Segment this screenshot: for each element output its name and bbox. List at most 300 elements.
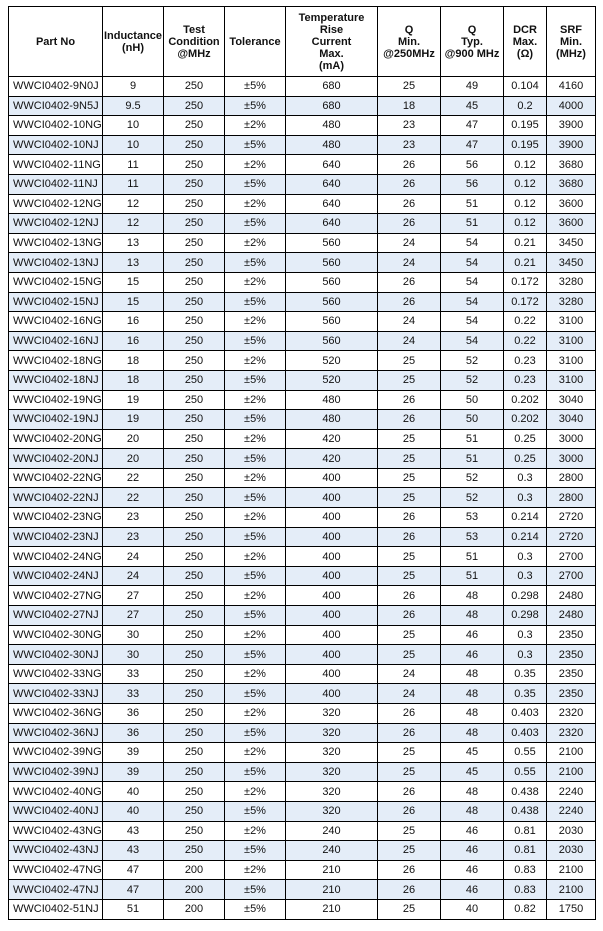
cell-test-condition: 250 bbox=[164, 782, 225, 802]
cell-temp-rise-current: 640 bbox=[286, 155, 378, 175]
cell-temp-rise-current: 480 bbox=[286, 390, 378, 410]
cell-test-condition: 250 bbox=[164, 664, 225, 684]
cell-q-min: 25 bbox=[378, 821, 441, 841]
cell-temp-rise-current: 210 bbox=[286, 880, 378, 900]
cell-inductance: 24 bbox=[103, 566, 164, 586]
table-row bbox=[9, 429, 596, 449]
cell-part-no: WWCI0402-23NG bbox=[9, 508, 103, 528]
cell-q-typ: 52 bbox=[441, 488, 504, 508]
cell-q-typ: 45 bbox=[441, 762, 504, 782]
cell-part-no: WWCI0402-19NG bbox=[9, 390, 103, 410]
cell-q-min: 24 bbox=[378, 684, 441, 704]
cell-inductance: 47 bbox=[103, 880, 164, 900]
cell-inductance: 43 bbox=[103, 841, 164, 861]
cell-q-typ: 51 bbox=[441, 429, 504, 449]
cell-srf-min: 2350 bbox=[547, 684, 596, 704]
cell-q-typ: 46 bbox=[441, 880, 504, 900]
header-line: Q bbox=[404, 23, 414, 36]
header-line: Typ. bbox=[461, 35, 483, 48]
cell-test-condition: 250 bbox=[164, 762, 225, 782]
cell-q-typ: 54 bbox=[441, 272, 504, 292]
header-line: Current bbox=[311, 35, 352, 48]
cell-q-typ: 48 bbox=[441, 782, 504, 802]
cell-temp-rise-current: 320 bbox=[286, 762, 378, 782]
cell-part-no: WWCI0402-18NG bbox=[9, 351, 103, 371]
cell-q-typ: 48 bbox=[441, 606, 504, 626]
cell-q-typ: 48 bbox=[441, 586, 504, 606]
header-line: @MHz bbox=[177, 47, 211, 60]
cell-part-no: WWCI0402-9N0J bbox=[9, 77, 103, 97]
cell-dcr-max: 0.3 bbox=[504, 488, 547, 508]
header-line: Min. bbox=[398, 35, 420, 48]
cell-q-typ: 54 bbox=[441, 253, 504, 273]
cell-q-typ: 54 bbox=[441, 233, 504, 253]
cell-dcr-max: 0.22 bbox=[504, 312, 547, 332]
cell-temp-rise-current: 400 bbox=[286, 625, 378, 645]
table-row bbox=[9, 410, 596, 430]
cell-test-condition: 250 bbox=[164, 292, 225, 312]
header-line: Inductance bbox=[103, 29, 163, 42]
cell-q-min: 26 bbox=[378, 174, 441, 194]
header-line: Test bbox=[183, 23, 205, 36]
cell-srf-min: 2240 bbox=[547, 801, 596, 821]
cell-test-condition: 250 bbox=[164, 508, 225, 528]
cell-inductance: 27 bbox=[103, 586, 164, 606]
header-line: (mA) bbox=[318, 59, 345, 72]
cell-part-no: WWCI0402-33NJ bbox=[9, 684, 103, 704]
cell-srf-min: 3280 bbox=[547, 292, 596, 312]
cell-part-no: WWCI0402-47NJ bbox=[9, 880, 103, 900]
cell-test-condition: 200 bbox=[164, 880, 225, 900]
cell-q-min: 26 bbox=[378, 292, 441, 312]
cell-test-condition: 250 bbox=[164, 468, 225, 488]
header-line: Condition bbox=[168, 35, 220, 48]
cell-srf-min: 2350 bbox=[547, 625, 596, 645]
cell-q-min: 26 bbox=[378, 155, 441, 175]
cell-test-condition: 250 bbox=[164, 174, 225, 194]
cell-tolerance: ±5% bbox=[225, 527, 286, 547]
header-q-typ bbox=[441, 7, 504, 77]
cell-q-typ: 47 bbox=[441, 116, 504, 136]
cell-q-min: 26 bbox=[378, 214, 441, 234]
cell-test-condition: 250 bbox=[164, 116, 225, 136]
cell-part-no: WWCI0402-39NG bbox=[9, 743, 103, 763]
cell-srf-min: 2800 bbox=[547, 488, 596, 508]
cell-temp-rise-current: 320 bbox=[286, 801, 378, 821]
cell-inductance: 19 bbox=[103, 390, 164, 410]
cell-test-condition: 250 bbox=[164, 645, 225, 665]
cell-srf-min: 3100 bbox=[547, 370, 596, 390]
cell-inductance: 39 bbox=[103, 762, 164, 782]
table-body bbox=[9, 77, 596, 920]
cell-part-no: WWCI0402-13NJ bbox=[9, 253, 103, 273]
table-row bbox=[9, 174, 596, 194]
cell-dcr-max: 0.83 bbox=[504, 880, 547, 900]
cell-part-no: WWCI0402-43NG bbox=[9, 821, 103, 841]
cell-temp-rise-current: 400 bbox=[286, 684, 378, 704]
cell-dcr-max: 0.83 bbox=[504, 860, 547, 880]
cell-test-condition: 250 bbox=[164, 370, 225, 390]
cell-test-condition: 250 bbox=[164, 449, 225, 469]
cell-tolerance: ±5% bbox=[225, 880, 286, 900]
cell-test-condition: 250 bbox=[164, 625, 225, 645]
cell-q-min: 24 bbox=[378, 331, 441, 351]
cell-inductance: 18 bbox=[103, 370, 164, 390]
cell-temp-rise-current: 560 bbox=[286, 312, 378, 332]
cell-srf-min: 3040 bbox=[547, 390, 596, 410]
cell-temp-rise-current: 420 bbox=[286, 449, 378, 469]
cell-q-typ: 54 bbox=[441, 312, 504, 332]
cell-inductance: 12 bbox=[103, 214, 164, 234]
cell-dcr-max: 0.298 bbox=[504, 586, 547, 606]
table-row bbox=[9, 723, 596, 743]
table-row bbox=[9, 312, 596, 332]
cell-inductance: 11 bbox=[103, 155, 164, 175]
cell-temp-rise-current: 320 bbox=[286, 743, 378, 763]
cell-test-condition: 250 bbox=[164, 214, 225, 234]
cell-dcr-max: 0.3 bbox=[504, 547, 547, 567]
cell-tolerance: ±2% bbox=[225, 586, 286, 606]
table-row bbox=[9, 135, 596, 155]
cell-srf-min: 2030 bbox=[547, 821, 596, 841]
cell-dcr-max: 0.25 bbox=[504, 429, 547, 449]
cell-tolerance: ±5% bbox=[225, 645, 286, 665]
cell-q-typ: 53 bbox=[441, 527, 504, 547]
cell-dcr-max: 0.21 bbox=[504, 233, 547, 253]
cell-srf-min: 2030 bbox=[547, 841, 596, 861]
cell-srf-min: 2480 bbox=[547, 606, 596, 626]
cell-part-no: WWCI0402-23NJ bbox=[9, 527, 103, 547]
cell-temp-rise-current: 400 bbox=[286, 527, 378, 547]
header-line: (nH) bbox=[122, 41, 144, 54]
cell-srf-min: 3100 bbox=[547, 312, 596, 332]
cell-q-min: 26 bbox=[378, 723, 441, 743]
cell-q-typ: 52 bbox=[441, 370, 504, 390]
cell-dcr-max: 0.195 bbox=[504, 135, 547, 155]
cell-inductance: 13 bbox=[103, 233, 164, 253]
cell-tolerance: ±2% bbox=[225, 194, 286, 214]
header-line: (Ω) bbox=[516, 47, 534, 60]
cell-part-no: WWCI0402-15NJ bbox=[9, 292, 103, 312]
cell-dcr-max: 0.55 bbox=[504, 762, 547, 782]
cell-srf-min: 3000 bbox=[547, 449, 596, 469]
cell-temp-rise-current: 420 bbox=[286, 429, 378, 449]
cell-temp-rise-current: 400 bbox=[286, 468, 378, 488]
cell-dcr-max: 0.23 bbox=[504, 370, 547, 390]
cell-srf-min: 2100 bbox=[547, 880, 596, 900]
cell-part-no: WWCI0402-47NG bbox=[9, 860, 103, 880]
cell-srf-min: 2350 bbox=[547, 645, 596, 665]
header-temp-rise-current bbox=[286, 7, 378, 77]
table-row bbox=[9, 782, 596, 802]
cell-part-no: WWCI0402-40NJ bbox=[9, 801, 103, 821]
cell-temp-rise-current: 400 bbox=[286, 664, 378, 684]
cell-part-no: WWCI0402-22NJ bbox=[9, 488, 103, 508]
cell-tolerance: ±5% bbox=[225, 292, 286, 312]
cell-inductance: 24 bbox=[103, 547, 164, 567]
header-inductance bbox=[103, 7, 164, 77]
table-row bbox=[9, 527, 596, 547]
cell-tolerance: ±2% bbox=[225, 664, 286, 684]
cell-test-condition: 250 bbox=[164, 135, 225, 155]
cell-q-min: 26 bbox=[378, 410, 441, 430]
cell-srf-min: 3680 bbox=[547, 174, 596, 194]
cell-inductance: 13 bbox=[103, 253, 164, 273]
cell-tolerance: ±2% bbox=[225, 312, 286, 332]
header-line: Q bbox=[467, 23, 477, 36]
table-row bbox=[9, 821, 596, 841]
cell-q-min: 26 bbox=[378, 704, 441, 724]
header-srf-min bbox=[547, 7, 596, 77]
header-line: DCR bbox=[513, 23, 537, 36]
cell-inductance: 30 bbox=[103, 645, 164, 665]
cell-inductance: 39 bbox=[103, 743, 164, 763]
cell-dcr-max: 0.22 bbox=[504, 331, 547, 351]
cell-test-condition: 250 bbox=[164, 351, 225, 371]
spec-table bbox=[8, 6, 596, 920]
cell-q-typ: 48 bbox=[441, 801, 504, 821]
cell-q-typ: 54 bbox=[441, 331, 504, 351]
cell-dcr-max: 0.23 bbox=[504, 351, 547, 371]
cell-srf-min: 2700 bbox=[547, 547, 596, 567]
cell-tolerance: ±5% bbox=[225, 77, 286, 97]
cell-test-condition: 250 bbox=[164, 253, 225, 273]
header-row bbox=[9, 7, 596, 77]
cell-q-min: 25 bbox=[378, 468, 441, 488]
cell-q-typ: 48 bbox=[441, 704, 504, 724]
cell-srf-min: 2100 bbox=[547, 860, 596, 880]
cell-inductance: 30 bbox=[103, 625, 164, 645]
cell-temp-rise-current: 520 bbox=[286, 370, 378, 390]
cell-q-typ: 50 bbox=[441, 390, 504, 410]
cell-inductance: 9.5 bbox=[103, 96, 164, 116]
table-row bbox=[9, 586, 596, 606]
cell-part-no: WWCI0402-51NJ bbox=[9, 899, 103, 919]
cell-temp-rise-current: 240 bbox=[286, 821, 378, 841]
cell-part-no: WWCI0402-20NJ bbox=[9, 449, 103, 469]
table-row bbox=[9, 566, 596, 586]
cell-tolerance: ±5% bbox=[225, 566, 286, 586]
cell-tolerance: ±5% bbox=[225, 135, 286, 155]
cell-q-typ: 51 bbox=[441, 547, 504, 567]
cell-dcr-max: 0.172 bbox=[504, 272, 547, 292]
cell-dcr-max: 0.35 bbox=[504, 684, 547, 704]
cell-test-condition: 250 bbox=[164, 233, 225, 253]
cell-srf-min: 3600 bbox=[547, 194, 596, 214]
cell-inductance: 16 bbox=[103, 331, 164, 351]
cell-srf-min: 4160 bbox=[547, 77, 596, 97]
cell-tolerance: ±2% bbox=[225, 468, 286, 488]
table-row bbox=[9, 606, 596, 626]
cell-tolerance: ±5% bbox=[225, 762, 286, 782]
cell-temp-rise-current: 560 bbox=[286, 292, 378, 312]
cell-q-min: 26 bbox=[378, 801, 441, 821]
table-row bbox=[9, 899, 596, 919]
cell-temp-rise-current: 320 bbox=[286, 704, 378, 724]
cell-srf-min: 3100 bbox=[547, 351, 596, 371]
cell-tolerance: ±5% bbox=[225, 488, 286, 508]
cell-tolerance: ±2% bbox=[225, 743, 286, 763]
table-row bbox=[9, 743, 596, 763]
cell-part-no: WWCI0402-22NG bbox=[9, 468, 103, 488]
cell-part-no: WWCI0402-30NJ bbox=[9, 645, 103, 665]
header-line: Tolerance bbox=[229, 35, 281, 48]
cell-part-no: WWCI0402-12NJ bbox=[9, 214, 103, 234]
cell-q-min: 25 bbox=[378, 488, 441, 508]
cell-part-no: WWCI0402-33NG bbox=[9, 664, 103, 684]
cell-q-typ: 48 bbox=[441, 684, 504, 704]
cell-inductance: 40 bbox=[103, 782, 164, 802]
header-tolerance bbox=[225, 7, 286, 77]
table-row bbox=[9, 488, 596, 508]
cell-part-no: WWCI0402-43NJ bbox=[9, 841, 103, 861]
cell-temp-rise-current: 400 bbox=[286, 606, 378, 626]
cell-q-typ: 46 bbox=[441, 841, 504, 861]
cell-dcr-max: 0.438 bbox=[504, 782, 547, 802]
cell-inductance: 47 bbox=[103, 860, 164, 880]
table-row bbox=[9, 351, 596, 371]
cell-q-typ: 45 bbox=[441, 96, 504, 116]
cell-part-no: WWCI0402-11NJ bbox=[9, 174, 103, 194]
cell-temp-rise-current: 560 bbox=[286, 233, 378, 253]
cell-srf-min: 2320 bbox=[547, 723, 596, 743]
cell-part-no: WWCI0402-16NG bbox=[9, 312, 103, 332]
cell-test-condition: 250 bbox=[164, 704, 225, 724]
cell-dcr-max: 0.403 bbox=[504, 704, 547, 724]
cell-inductance: 16 bbox=[103, 312, 164, 332]
cell-inductance: 33 bbox=[103, 684, 164, 704]
cell-test-condition: 250 bbox=[164, 272, 225, 292]
cell-tolerance: ±5% bbox=[225, 801, 286, 821]
cell-tolerance: ±5% bbox=[225, 684, 286, 704]
cell-temp-rise-current: 400 bbox=[286, 586, 378, 606]
cell-q-min: 25 bbox=[378, 566, 441, 586]
cell-dcr-max: 0.35 bbox=[504, 664, 547, 684]
cell-tolerance: ±5% bbox=[225, 370, 286, 390]
table-row bbox=[9, 214, 596, 234]
cell-test-condition: 250 bbox=[164, 547, 225, 567]
cell-q-typ: 50 bbox=[441, 410, 504, 430]
cell-srf-min: 2240 bbox=[547, 782, 596, 802]
cell-test-condition: 250 bbox=[164, 723, 225, 743]
cell-tolerance: ±2% bbox=[225, 351, 286, 371]
cell-inductance: 15 bbox=[103, 292, 164, 312]
header-line: @250MHz bbox=[383, 47, 435, 60]
cell-test-condition: 250 bbox=[164, 801, 225, 821]
cell-srf-min: 2800 bbox=[547, 468, 596, 488]
cell-dcr-max: 0.25 bbox=[504, 449, 547, 469]
cell-dcr-max: 0.214 bbox=[504, 508, 547, 528]
table-row bbox=[9, 468, 596, 488]
cell-srf-min: 4000 bbox=[547, 96, 596, 116]
cell-srf-min: 2480 bbox=[547, 586, 596, 606]
cell-tolerance: ±2% bbox=[225, 429, 286, 449]
table-row bbox=[9, 233, 596, 253]
cell-tolerance: ±5% bbox=[225, 331, 286, 351]
cell-inductance: 43 bbox=[103, 821, 164, 841]
cell-test-condition: 250 bbox=[164, 684, 225, 704]
cell-srf-min: 3280 bbox=[547, 272, 596, 292]
cell-dcr-max: 0.298 bbox=[504, 606, 547, 626]
table-row bbox=[9, 762, 596, 782]
cell-inductance: 40 bbox=[103, 801, 164, 821]
header-line: SRF bbox=[560, 23, 582, 36]
cell-temp-rise-current: 400 bbox=[286, 547, 378, 567]
cell-q-typ: 56 bbox=[441, 155, 504, 175]
cell-tolerance: ±2% bbox=[225, 625, 286, 645]
cell-temp-rise-current: 400 bbox=[286, 566, 378, 586]
cell-test-condition: 250 bbox=[164, 96, 225, 116]
cell-inductance: 10 bbox=[103, 116, 164, 136]
cell-part-no: WWCI0402-24NG bbox=[9, 547, 103, 567]
cell-q-min: 24 bbox=[378, 233, 441, 253]
table-row bbox=[9, 625, 596, 645]
cell-dcr-max: 0.55 bbox=[504, 743, 547, 763]
cell-q-typ: 54 bbox=[441, 292, 504, 312]
cell-inductance: 19 bbox=[103, 410, 164, 430]
cell-q-min: 25 bbox=[378, 429, 441, 449]
cell-temp-rise-current: 480 bbox=[286, 410, 378, 430]
header-line: Max. bbox=[512, 35, 538, 48]
table-row bbox=[9, 390, 596, 410]
cell-q-typ: 46 bbox=[441, 821, 504, 841]
cell-temp-rise-current: 680 bbox=[286, 96, 378, 116]
cell-inductance: 36 bbox=[103, 704, 164, 724]
cell-tolerance: ±5% bbox=[225, 606, 286, 626]
cell-srf-min: 3900 bbox=[547, 135, 596, 155]
cell-q-typ: 49 bbox=[441, 77, 504, 97]
cell-dcr-max: 0.202 bbox=[504, 410, 547, 430]
header-line: Min. bbox=[560, 35, 582, 48]
cell-test-condition: 250 bbox=[164, 566, 225, 586]
cell-inductance: 22 bbox=[103, 468, 164, 488]
cell-inductance: 36 bbox=[103, 723, 164, 743]
cell-q-min: 18 bbox=[378, 96, 441, 116]
cell-tolerance: ±2% bbox=[225, 782, 286, 802]
cell-test-condition: 250 bbox=[164, 194, 225, 214]
cell-part-no: WWCI0402-30NG bbox=[9, 625, 103, 645]
cell-srf-min: 3450 bbox=[547, 233, 596, 253]
cell-q-min: 25 bbox=[378, 351, 441, 371]
cell-q-min: 26 bbox=[378, 194, 441, 214]
cell-temp-rise-current: 640 bbox=[286, 174, 378, 194]
cell-q-typ: 46 bbox=[441, 645, 504, 665]
table-row bbox=[9, 272, 596, 292]
cell-test-condition: 250 bbox=[164, 821, 225, 841]
header-line: (MHz) bbox=[556, 47, 586, 60]
table-row bbox=[9, 508, 596, 528]
cell-tolerance: ±5% bbox=[225, 410, 286, 430]
cell-part-no: WWCI0402-10NJ bbox=[9, 135, 103, 155]
cell-tolerance: ±5% bbox=[225, 174, 286, 194]
cell-temp-rise-current: 320 bbox=[286, 723, 378, 743]
cell-test-condition: 250 bbox=[164, 312, 225, 332]
cell-q-typ: 46 bbox=[441, 860, 504, 880]
cell-part-no: WWCI0402-36NJ bbox=[9, 723, 103, 743]
cell-inductance: 23 bbox=[103, 508, 164, 528]
cell-test-condition: 250 bbox=[164, 429, 225, 449]
cell-tolerance: ±5% bbox=[225, 899, 286, 919]
cell-temp-rise-current: 560 bbox=[286, 331, 378, 351]
table-row bbox=[9, 77, 596, 97]
cell-srf-min: 3680 bbox=[547, 155, 596, 175]
header-q-min bbox=[378, 7, 441, 77]
table-row bbox=[9, 370, 596, 390]
table-row bbox=[9, 704, 596, 724]
cell-q-min: 25 bbox=[378, 625, 441, 645]
cell-test-condition: 250 bbox=[164, 410, 225, 430]
cell-dcr-max: 0.214 bbox=[504, 527, 547, 547]
